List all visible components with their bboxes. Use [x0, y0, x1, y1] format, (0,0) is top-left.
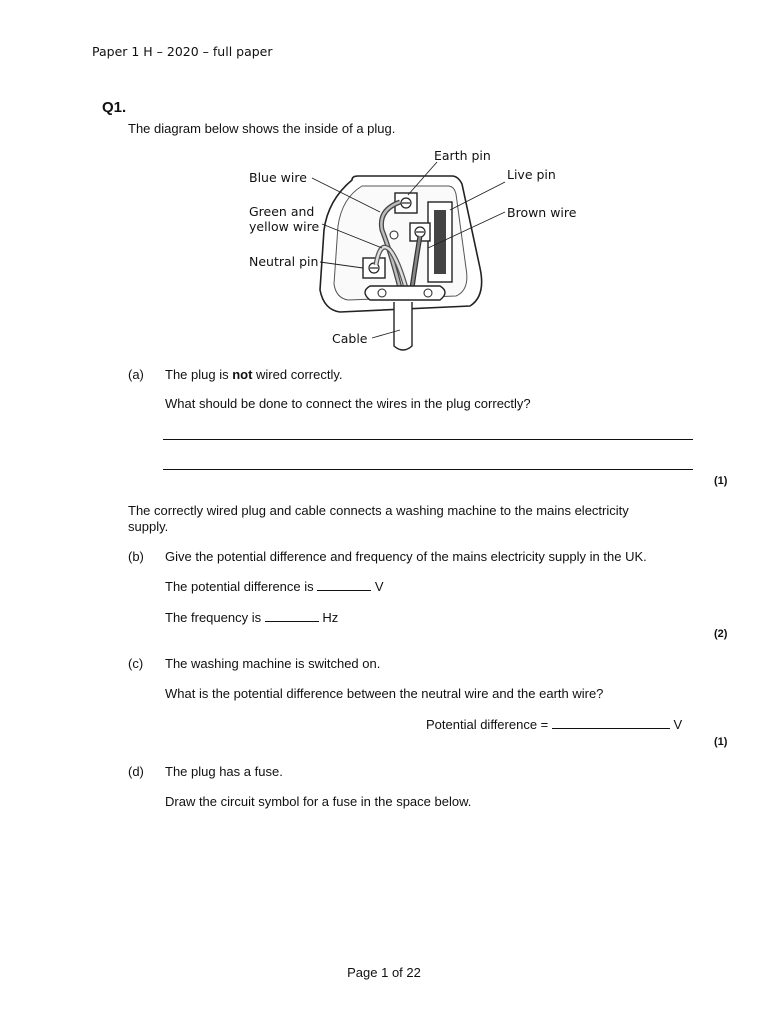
part-a-line2: What should be done to connect the wires in the plug correctly? [165, 396, 531, 411]
label-cable: Cable [332, 331, 368, 346]
label-blue-wire: Blue wire [249, 170, 307, 185]
marks-b: (2) [714, 628, 728, 640]
part-d-line2: Draw the circuit symbol for a fuse in the space below. [165, 794, 472, 809]
part-b-freq: The frequency is Hz [165, 610, 339, 625]
context-line1: The correctly wired plug and cable connects a washing machine to the mains electricity [128, 503, 629, 518]
emphasis-not: not [232, 367, 253, 382]
drawing-space[interactable] [165, 820, 695, 950]
label-green-yellow-2: yellow wire [249, 219, 320, 234]
page-header: Paper 1 H – 2020 – full paper [92, 44, 273, 59]
question-number: Q1. [102, 99, 127, 116]
part-b-prompt: Give the potential difference and frequency of the mains electricity supply in the UK. [165, 549, 647, 564]
answer-blank-freq[interactable] [265, 609, 319, 622]
part-c-letter: (c) [128, 656, 144, 671]
part-d-letter: (d) [128, 764, 144, 779]
part-c-answer: Potential difference = V [426, 717, 683, 732]
answer-blank-pd[interactable] [317, 578, 371, 591]
question-intro: The diagram below shows the inside of a plug. [128, 121, 396, 136]
label-brown-wire: Brown wire [507, 205, 577, 220]
part-d-line1: The plug has a fuse. [165, 764, 283, 779]
part-c-line1: The washing machine is switched on. [165, 656, 381, 671]
answer-line-a2[interactable] [163, 469, 693, 470]
answer-blank-pd-c[interactable] [552, 716, 670, 729]
label-earth-pin: Earth pin [434, 148, 491, 163]
part-b-letter: (b) [128, 549, 144, 564]
part-c-line2: What is the potential difference between the neutral wire and the earth wire? [165, 686, 604, 701]
label-neutral-pin: Neutral pin [249, 254, 319, 269]
context-line2: supply. [128, 519, 169, 534]
label-live-pin: Live pin [507, 167, 556, 182]
page-number: Page 1 of 22 [347, 965, 421, 980]
part-a-letter: (a) [128, 367, 144, 382]
part-b-pd: The potential difference is V [165, 579, 384, 594]
answer-line-a1[interactable] [163, 439, 693, 440]
label-green-yellow-1: Green and [249, 204, 315, 219]
marks-c: (1) [714, 736, 728, 748]
part-a-line1: The plug is not wired correctly. [165, 367, 343, 382]
marks-a: (1) [714, 475, 728, 487]
